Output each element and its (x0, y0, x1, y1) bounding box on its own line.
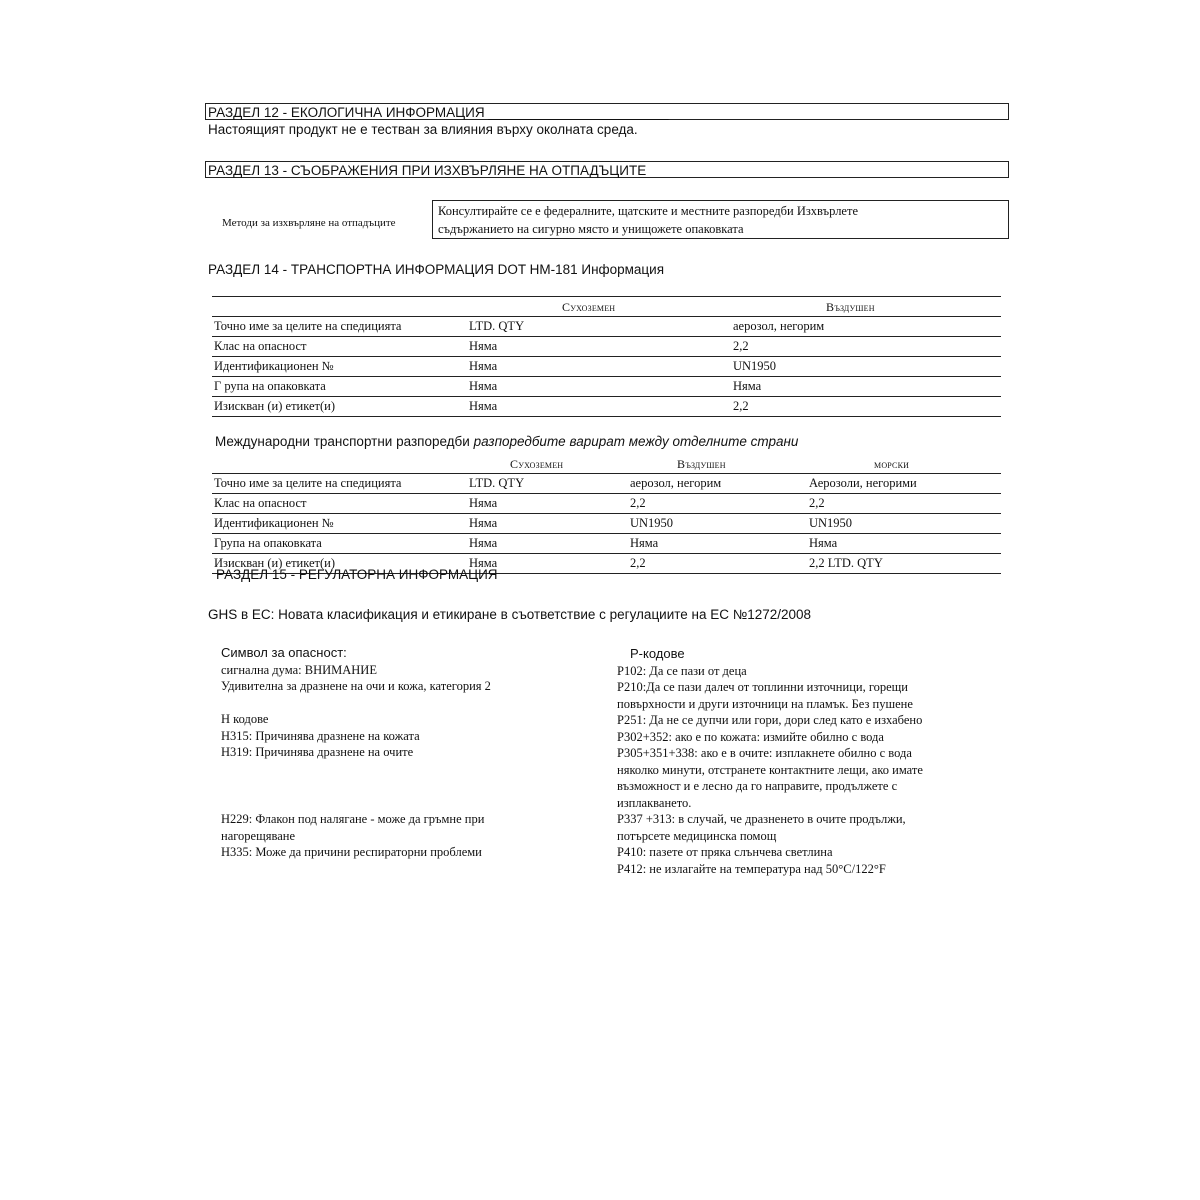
air-value: Няма (630, 536, 659, 550)
row-label: Г рупа на опаковката (214, 379, 326, 393)
p-code-line: P210:Да се пази далеч от топлинни източници, горещи (617, 680, 908, 694)
section-12-title: РАЗДЕЛ 12 - ЕКОЛОГИЧНА ИНФОРМАЦИЯ (208, 105, 485, 120)
p-code-line: изплакването. (617, 795, 692, 810)
p-code-line: потърсете медицинска помощ (617, 828, 777, 843)
table-row (212, 377, 1001, 397)
intl-header-air: Въздушен (677, 457, 726, 471)
table-row (212, 357, 1001, 377)
land-value: Няма (469, 339, 498, 353)
intl-title-normal: Международни транспортни разпоредби (215, 434, 474, 449)
table-row (212, 474, 1001, 494)
intl-header-land: Сухоземен (510, 457, 564, 471)
air-value: 2,2 (630, 496, 646, 510)
p-codes-heading: P-кодове (630, 646, 685, 661)
h229-code-line-2: нагорещяване (221, 828, 295, 843)
land-value: LTD. QTY (469, 319, 525, 333)
p-code-line: P305+351+338: ако е в очите: изплакнете обилно с вода (617, 746, 912, 760)
row-label: Клас на опасност (214, 339, 307, 353)
land-value: Няма (469, 536, 498, 550)
sea-value: Няма (809, 536, 838, 550)
air-value: UN1950 (630, 516, 674, 530)
p-code-line: възможност и е лесно да го направите, продължете с (617, 779, 898, 793)
p-code-line: P302+352: ако е по кожата: измийте обилно с вода (617, 729, 884, 744)
ghs-statement: GHS в ЕС: Новата класификация и етикиране в съответствие с регулациите на ЕС №1272/2008 (208, 607, 812, 622)
hazard-symbol-heading: Символ за опасност: (221, 645, 347, 660)
dot-table (212, 296, 1001, 417)
section-15-title: РАЗДЕЛ 15 - РЕГУЛАТОРНА ИНФОРМАЦИЯ (216, 567, 498, 582)
section-12-header (205, 103, 1009, 120)
land-value: Няма (469, 379, 498, 393)
air-value: 2,2 (733, 339, 749, 353)
irritant-category: Удивителна за дразнене на очи и кожа, категория 2 (221, 679, 491, 693)
row-label: Изискван (и) етикет(и) (214, 399, 336, 413)
air-value: 2,2 (630, 556, 646, 570)
h335-code: H335: Може да причини респираторни проблеми (221, 845, 482, 859)
row-label: Идентификационен № (214, 359, 334, 373)
land-value: Няма (469, 359, 498, 373)
land-value: Няма (469, 496, 498, 510)
table-row (212, 494, 1001, 514)
row-label: Група на опаковката (214, 536, 322, 550)
table-row (212, 397, 1001, 417)
land-value: Няма (469, 516, 498, 530)
air-value: UN1950 (733, 359, 777, 373)
p-code-line: P410: пазете от пряка слънчева светлина (617, 845, 833, 859)
disposal-methods-box (432, 200, 1009, 239)
row-label: Клас на опасност (214, 496, 307, 510)
sea-value: Аерозоли, негорими (809, 476, 917, 490)
p-code-line: няколко минути, отстранете контактните лещи, ако имате (617, 762, 923, 777)
sea-value: UN1950 (809, 516, 853, 530)
section-12-text: Настоящият продукт не е тестван за влияния върху околната среда. (208, 122, 638, 137)
p-codes-column (617, 646, 923, 877)
intl-table (212, 454, 1001, 574)
dot-header-land: Сухоземен (562, 300, 616, 314)
land-value: LTD. QTY (469, 476, 525, 490)
p-code-line: P337 +313: в случай, че дразненето в очите продължи, (617, 812, 906, 826)
section-12-underline: ________________________ (488, 105, 669, 120)
disposal-text-line-2: съдържанието на сигурно място и унищожете опаковката (438, 222, 744, 236)
p-code-line: P102: Да се пази от деца (617, 663, 747, 678)
hazard-left-column-lower (221, 811, 484, 861)
p-code-line: повърхности и други източници на пламък. Без пушене (617, 696, 913, 711)
signal-word: сигнална дума: ВНИМАНИЕ (221, 662, 377, 677)
intl-title-italic: разпоредбите варират между отделните страни (473, 434, 799, 449)
row-label: Точно име за целите на спедицията (214, 319, 402, 333)
intl-regulations-title (215, 434, 798, 449)
sea-value: 2,2 LTD. QTY (809, 556, 883, 570)
section-13-header (205, 161, 1009, 178)
land-value: Няма (469, 399, 498, 413)
hazard-left-column (221, 645, 491, 761)
p-code-line: P251: Да не се дупчи или гори, дори след като е изхабено (617, 713, 923, 727)
air-value: 2,2 (733, 399, 749, 413)
disposal-text-line-1: Консултирайте се е федералните, щатските и местните разпоредби Изхвърлете (438, 204, 858, 218)
table-row (212, 514, 1001, 534)
row-label: Изискван (и) етикет(и) (214, 556, 336, 570)
row-label: Точно име за целите на спедицията (214, 476, 402, 490)
section-14-title: РАЗДЕЛ 14 - ТРАНСПОРТНА ИНФОРМАЦИЯ DOT HM-181 Информация (208, 262, 665, 277)
dot-table-header (212, 297, 1001, 317)
sea-value: 2,2 (809, 496, 825, 510)
section-13-title: РАЗДЕЛ 13 - СЪОБРАЖЕНИЯ ПРИ ИЗХВЪРЛЯНЕ НА ОТПАДЪЦИТЕ (208, 163, 647, 178)
h319-code: H319: Причинява дразнене на очите (221, 745, 414, 759)
h229-code-line-1: H229: Флакон под налягане - може да гръмне при (221, 812, 485, 826)
table-row (212, 337, 1001, 357)
row-label: Идентификационен № (214, 516, 334, 530)
h315-code: H315: Причинява дразнене на кожата (221, 728, 420, 743)
p-code-line: P412: не излагайте на температура над 50°C/122°F (617, 861, 886, 876)
disposal-methods-label: Методи за изхвърляне на отпадъците (222, 217, 396, 229)
land-value: Няма (469, 556, 498, 570)
air-value: аерозол, негорим (733, 319, 825, 333)
table-row (212, 317, 1001, 337)
h-codes-heading: H кодове (221, 712, 269, 726)
intl-header-sea: морски (874, 457, 910, 471)
table-row (212, 534, 1001, 554)
air-value: аерозол, негорим (630, 476, 722, 490)
air-value: Няма (733, 379, 762, 393)
dot-header-air: Въздушен (826, 300, 875, 314)
intl-table-header (212, 454, 1001, 474)
